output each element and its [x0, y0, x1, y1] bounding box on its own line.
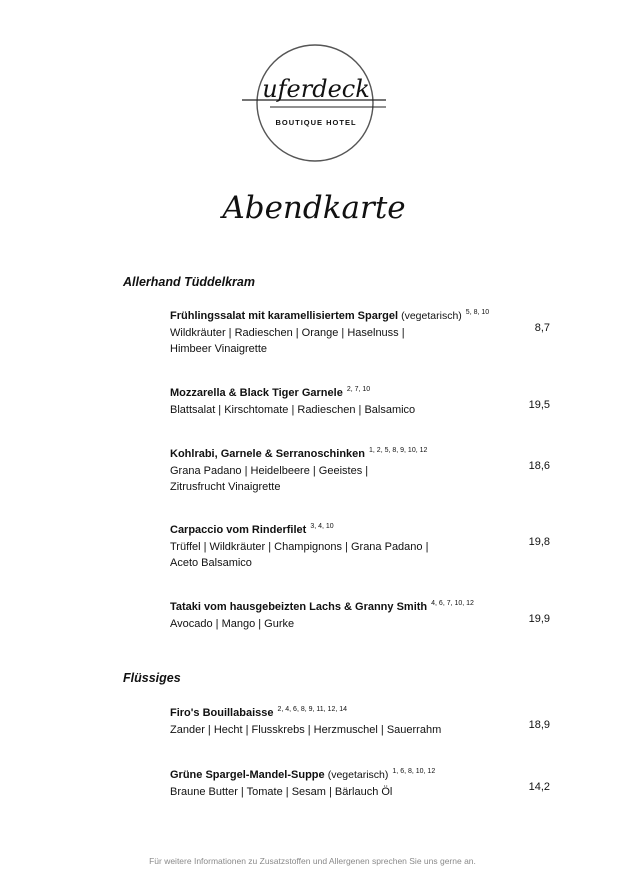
item-price: 19,8 — [528, 536, 550, 548]
item-allergens: 1, 2, 5, 8, 9, 10, 12 — [369, 447, 428, 454]
item-note: (vegetarisch) — [401, 310, 462, 322]
item-allergens: 3, 4, 10 — [310, 523, 334, 530]
menu-item — [170, 702, 550, 739]
item-name: Carpaccio vom Rinderfilet — [170, 524, 307, 536]
footer-note: Für weitere Informationen zu Zusatzstoffen und Allergenen sprechen Sie uns gerne an. — [149, 856, 476, 866]
section-title-soups: Flüssiges — [123, 671, 181, 685]
item-description-line: Braune Butter | Tomate | Sesam | Bärlauch Öl — [170, 786, 393, 798]
item-description — [170, 403, 550, 419]
item-description-line: Blattsalat | Kirschtomate | Radieschen | Balsamico — [170, 404, 416, 416]
item-allergens: 2, 7, 10 — [346, 386, 371, 393]
menu-item — [170, 305, 550, 357]
item-price: 19,9 — [528, 613, 550, 625]
item-note: (vegetarisch) — [327, 769, 389, 781]
item-description-line: Himbeer Vinaigrette — [170, 342, 268, 355]
menu-item — [170, 443, 550, 495]
item-description-line: Trüffel | Wildkräuter | Champignons | Grana Padano | — [170, 541, 429, 553]
logo-brand-text: uferdeck — [262, 75, 370, 103]
item-description — [170, 540, 550, 571]
item-name-line — [170, 305, 550, 324]
item-allergens: 2, 4, 6, 8, 9, 11, 12, 14 — [277, 706, 348, 713]
item-description-line: Zitrusfrucht Vinaigrette — [170, 480, 281, 493]
menu-item — [170, 764, 550, 801]
menu-item — [170, 519, 550, 571]
item-description-line: Wildkräuter | Radieschen | Orange | Haselnuss | — [170, 327, 405, 339]
item-description — [170, 326, 550, 357]
item-allergens: 1, 6, 8, 10, 12 — [392, 768, 436, 775]
item-description — [170, 785, 550, 801]
item-name-line — [170, 382, 550, 401]
item-price: 18,9 — [528, 719, 550, 731]
item-name-line — [170, 702, 550, 721]
hotel-logo — [240, 42, 390, 164]
item-name-line — [170, 519, 550, 538]
menu-title-text: Abendkarte — [222, 190, 406, 226]
section-title-starters: Allerhand Tüddelkram — [123, 275, 255, 289]
item-allergens: 4, 6, 7, 10, 12 — [431, 600, 474, 607]
logo-sub-text: BOUTIQUE HOTEL — [275, 118, 357, 127]
item-price: 8,7 — [534, 322, 550, 334]
item-description-line: Grana Padano | Heidelbeere | Geeistes | — [170, 465, 369, 477]
menu-item — [170, 382, 550, 419]
item-price: 19,5 — [528, 399, 550, 411]
item-description — [170, 617, 550, 633]
item-description — [170, 464, 550, 495]
item-name-line — [170, 764, 550, 783]
item-name-line — [170, 596, 550, 615]
menu-item — [170, 596, 550, 633]
item-description — [170, 723, 550, 739]
item-name: Firo's Bouillabaisse — [170, 707, 274, 719]
item-price: 18,6 — [528, 460, 550, 472]
item-name: Kohlrabi, Garnele & Serranoschinken — [170, 448, 366, 460]
item-name: Mozzarella & Black Tiger Garnele — [170, 387, 343, 399]
menu-title — [222, 180, 406, 236]
item-description-line: Avocado | Mango | Gurke — [170, 618, 295, 630]
item-price: 14,2 — [528, 781, 550, 793]
item-description-line: Aceto Balsamico — [170, 556, 252, 569]
item-name: Frühlingssalat mit karamellisiertem Spargel — [170, 310, 399, 322]
item-name: Grüne Spargel-Mandel-Suppe — [170, 769, 325, 781]
item-name-line — [170, 443, 550, 462]
item-allergens: 5, 8, 10 — [465, 309, 490, 316]
item-description-line: Zander | Hecht | Flusskrebs | Herzmuschel | Sauerrahm — [170, 724, 442, 736]
item-name: Tataki vom hausgebeizten Lachs & Granny Smith — [170, 601, 428, 613]
